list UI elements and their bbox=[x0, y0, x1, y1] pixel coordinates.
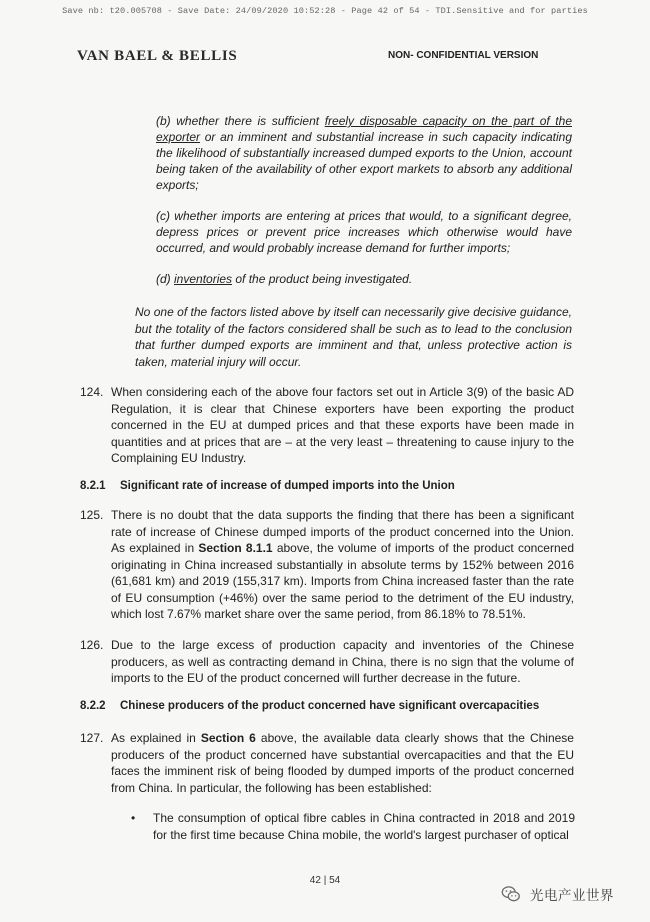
section-number: 8.2.1 bbox=[80, 480, 106, 492]
paragraph-text bbox=[111, 730, 574, 796]
paragraph-text-part: As explained in bbox=[111, 731, 201, 745]
save-info-line: Save nb: t20.005708 - Save Date: 24/09/2020 10:52:28 - Page 42 of 54 - TDI.Sensitive and for parties bbox=[62, 6, 588, 16]
quote-b-underlined: freely disposable capacity on the part of the exporter bbox=[156, 114, 572, 144]
paragraph-124 bbox=[80, 384, 574, 467]
paragraph-127 bbox=[80, 730, 574, 796]
paragraph-text: Due to the large excess of production capacity and inventories of the Chinese producers, as well as contracting demand in China, there is no sign that the volume of imports to the EU of the product concerned will further decrease in the future. bbox=[111, 638, 574, 685]
section-heading-8-2-1 bbox=[80, 480, 455, 492]
quote-item-c: (c) whether imports are entering at prices that would, to a significant degree, depress prices or prevent price increases which otherwise would have occurred, and would probably increase demand for further imports; bbox=[156, 209, 572, 255]
quote-d-underlined: inventories bbox=[174, 272, 233, 286]
section-reference: Section 8.1.1 bbox=[198, 541, 273, 555]
paragraph-number: 127. bbox=[80, 731, 104, 745]
quote-b-prefix: (b) whether there is sufficient bbox=[156, 114, 325, 128]
section-title: Chinese producers of the product concerned have significant overcapacities bbox=[120, 700, 540, 712]
section-title: Significant rate of increase of dumped imports into the Union bbox=[120, 480, 455, 492]
paragraph-text-part: above, the volume of imports of the product concerned originating in China increased substantially in absolute terms by 152% between 2016 (61,681 km) and 2019 (155,317 km). Imports from China increased faster than the rate of EU consumption (+46%) over the same period to the detriment of the EU industry, which lost 7.67% market share over the same period, from 86.18% to 78.51%. bbox=[111, 541, 574, 621]
wechat-icon bbox=[500, 883, 522, 905]
paragraph-number: 126. bbox=[80, 638, 104, 652]
wechat-watermark bbox=[500, 883, 614, 905]
paragraph-text: When considering each of the above four factors set out in Article 3(9) of the basic AD Regulation, it is clear that Chinese exporters have been exporting the product concerned in the EU at dumped prices and that these exports have been made in quantities and at prices that are – at the very least – threatening to cause injury to the Complaining EU Industry. bbox=[111, 385, 574, 465]
quote-item-d bbox=[156, 271, 572, 287]
firm-name: VAN BAEL & BELLIS bbox=[77, 48, 238, 64]
wechat-account-name: 光电产业世界 bbox=[530, 888, 614, 903]
bullet-icon: • bbox=[131, 811, 136, 825]
paragraph-number: 125. bbox=[80, 508, 104, 522]
paragraph-text-part: above, the available data clearly shows that the Chinese producers of the product concerned have substantial overcapacities and that the EU faces the imminent risk of being flooded by dumped imports of the product concerned from China. In particular, the following has been established: bbox=[111, 731, 574, 795]
version-label: NON- CONFIDENTIAL VERSION bbox=[388, 50, 539, 61]
bullet-text: The consumption of optical fibre cables in China contracted in 2018 and 2019 for the first time because China mobile, the world's largest purchaser of optical bbox=[153, 811, 575, 842]
quote-d-rest: of the product being investigated. bbox=[232, 272, 413, 286]
quote-d-prefix: (d) bbox=[156, 272, 174, 286]
section-heading-8-2-2 bbox=[80, 700, 539, 712]
paragraph-number: 124. bbox=[80, 385, 104, 399]
paragraph-text-part: There is no doubt that the data supports the finding that there has been a significant rate of increase of Chinese dumped imports of the product concerned into the Union. As explained in bbox=[111, 508, 574, 555]
paragraph-text bbox=[111, 507, 574, 623]
section-number: 8.2.2 bbox=[80, 700, 106, 712]
quote-note: No one of the factors listed above by itself can necessarily give decisive guidance, but the totality of the factors considered shall be such as to lead to the conclusion that further dumped exports are imminent and that, unless protective action is taken, material injury will occur. bbox=[135, 305, 572, 369]
page-number: 42 | 54 bbox=[309, 875, 341, 886]
quote-item-b bbox=[156, 113, 572, 193]
paragraph-126 bbox=[80, 637, 574, 687]
section-reference: Section 6 bbox=[200, 731, 256, 745]
quote-b-rest: or an imminent and substantial increase in such capacity indicating the likelihood of substantially increased dumped exports to the Union, account being taken of the availability of other export markets to absorb any additional exports; bbox=[156, 130, 572, 192]
paragraph-125 bbox=[80, 507, 574, 623]
bullet-item bbox=[131, 810, 575, 843]
